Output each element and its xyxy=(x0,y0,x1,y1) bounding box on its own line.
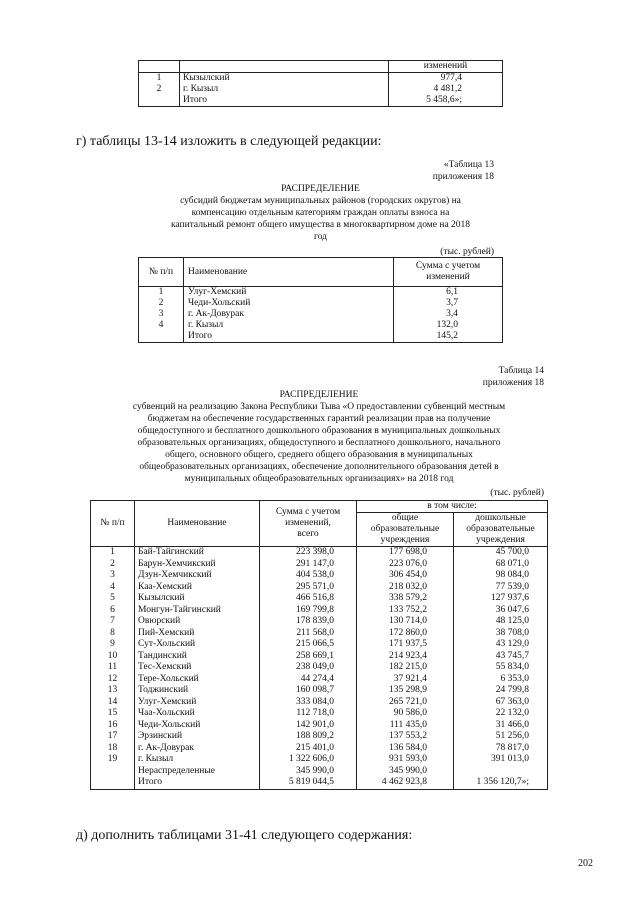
row-preschool: 98 084,0 xyxy=(454,570,548,582)
table13-subtitle-line: субсидий бюджетам муниципальных районов (городских округов) на xyxy=(180,196,461,206)
table-row xyxy=(139,331,503,343)
row-number: 7 xyxy=(91,616,135,628)
row-number xyxy=(91,766,135,778)
row-preschool: 43 745,7 xyxy=(454,651,548,663)
row-general: 172 860,0 xyxy=(357,628,454,640)
top-table-body xyxy=(139,73,503,107)
row-name: Нераспределенные xyxy=(135,766,260,778)
table13-subtitle-line: капитальный ремонт общего имущества в многоквартирном доме на 2018 xyxy=(170,220,471,230)
row-number xyxy=(139,331,184,343)
row-name: Итого xyxy=(180,95,389,107)
table-row xyxy=(91,582,548,594)
table14-subtitle-line: общедоступного и бесплатного дошкольного образования в муниципальных дошкольных xyxy=(137,426,501,436)
row-name: Чеди-Хольский xyxy=(135,720,260,732)
row-total: 188 809,2 xyxy=(260,731,357,743)
row-preschool: 1 356 120,7»; xyxy=(454,777,548,789)
section-g-heading: г) таблицы 13-14 изложить в следующей редакции: xyxy=(76,134,382,149)
row-total: 142 901,0 xyxy=(260,720,357,732)
row-number xyxy=(91,777,135,789)
row-preschool: 55 834,0 xyxy=(454,662,548,674)
row-general: 306 454,0 xyxy=(357,570,454,582)
row-preschool: 6 353,0 xyxy=(454,674,548,686)
table-row xyxy=(91,570,548,582)
row-name: г. Кызыл xyxy=(180,84,389,95)
row-preschool: 36 047,6 xyxy=(454,605,548,617)
row-general: 265 721,0 xyxy=(357,697,454,709)
table14-header-general xyxy=(357,513,454,547)
row-total: 333 084,0 xyxy=(260,697,357,709)
row-name: Кызылский xyxy=(180,73,389,85)
row-number: 1 xyxy=(139,73,180,85)
table14-caption-line1: Таблица 14 xyxy=(498,366,544,376)
row-general: 37 921,4 xyxy=(357,674,454,686)
table14-header-preschool-line3: учреждения xyxy=(476,535,525,545)
row-name: Итого xyxy=(135,777,260,789)
table13-units: (тыс. рублей) xyxy=(440,247,494,257)
row-preschool: 77 539,0 xyxy=(454,582,548,594)
table13-caption-line1: «Таблица 13 xyxy=(443,160,494,170)
table-row xyxy=(91,547,548,559)
table-row xyxy=(91,731,548,743)
row-general: 137 553,2 xyxy=(357,731,454,743)
row-number: 9 xyxy=(91,639,135,651)
table-row xyxy=(139,84,503,95)
row-name: Бай-Тайгинский xyxy=(135,547,260,559)
table-row xyxy=(139,298,503,309)
row-number: 15 xyxy=(91,708,135,720)
row-number: 4 xyxy=(139,320,184,331)
table-row xyxy=(91,662,548,674)
row-name: г. Ак-Довурак xyxy=(135,743,260,755)
row-name: Тоджинский xyxy=(135,685,260,697)
table-row xyxy=(91,766,548,778)
row-name: Тандинский xyxy=(135,651,260,663)
page-number: 202 xyxy=(578,858,593,869)
table-row xyxy=(91,697,548,709)
table13-header-sum-line1: Сумма с учетом xyxy=(415,261,481,271)
row-general: 182 215,0 xyxy=(357,662,454,674)
row-total: 466 516,8 xyxy=(260,593,357,605)
row-general: 214 923,4 xyxy=(357,651,454,663)
top-table-header-value: изменений xyxy=(389,61,503,73)
row-total: 238 049,0 xyxy=(260,662,357,674)
table14-subtitle-line: муниципальных общеобразовательных организациях» на 2018 год xyxy=(184,474,454,484)
row-preschool: 22 132,0 xyxy=(454,708,548,720)
row-preschool: 31 466,0 xyxy=(454,720,548,732)
row-value: 3,4 xyxy=(394,309,503,320)
row-value: 4 481,2 xyxy=(389,84,503,95)
row-name: Тес-Хемский xyxy=(135,662,260,674)
table13-header-name: Наименование xyxy=(184,258,394,287)
row-number: 1 xyxy=(139,287,184,299)
table-row xyxy=(139,309,503,320)
table14-subtitle-line: субвенций на реализацию Закона Республики Тыва «О предоставлении субвенций местным xyxy=(132,402,506,412)
table14-body xyxy=(91,547,548,790)
row-name: Чаа-Хольский xyxy=(135,708,260,720)
row-general: 133 752,2 xyxy=(357,605,454,617)
row-number: 11 xyxy=(91,662,135,674)
row-value: 6,1 xyxy=(394,287,503,299)
table13-title: РАСПРЕДЕЛЕНИЕ xyxy=(281,184,360,194)
row-number: 1 xyxy=(91,547,135,559)
table-row xyxy=(139,73,503,85)
row-total: 1 322 606,0 xyxy=(260,754,357,766)
table-row xyxy=(91,674,548,686)
table14-caption-line2: приложения 18 xyxy=(482,378,544,388)
section-d-heading: д) дополнить таблицами 31-41 следующего содержания: xyxy=(76,828,413,843)
table13-subtitle xyxy=(138,195,503,243)
row-total: 160 098,7 xyxy=(260,685,357,697)
row-name: Эрзинский xyxy=(135,731,260,743)
table-row xyxy=(91,559,548,571)
row-preschool: 68 071,0 xyxy=(454,559,548,571)
table14-header-sum xyxy=(260,501,357,547)
table-row xyxy=(91,720,548,732)
row-total: 5 819 044,5 xyxy=(260,777,357,789)
row-number: 5 xyxy=(91,593,135,605)
table14-header-sum-line1: Сумма с учетом xyxy=(275,507,341,517)
row-general: 4 462 923,8 xyxy=(357,777,454,789)
row-general: 90 586,0 xyxy=(357,708,454,720)
row-preschool: 45 700,0 xyxy=(454,547,548,559)
row-name: Чеди-Хольский xyxy=(184,298,394,309)
row-total: 345 990,0 xyxy=(260,766,357,778)
row-preschool: 38 708,0 xyxy=(454,628,548,640)
table-row xyxy=(91,754,548,766)
row-general: 338 579,2 xyxy=(357,593,454,605)
table13-subtitle-line: год xyxy=(314,232,327,242)
row-number: 8 xyxy=(91,628,135,640)
row-total: 169 799,8 xyxy=(260,605,357,617)
row-preschool: 391 013,0 xyxy=(454,754,548,766)
row-value: 145,2 xyxy=(394,331,503,343)
top-table-header-name xyxy=(180,61,389,73)
table13-caption-line2: приложения 18 xyxy=(432,172,494,182)
row-number xyxy=(139,95,180,107)
table14-header-preschool-line2: образовательные xyxy=(466,524,535,534)
row-preschool: 67 363,0 xyxy=(454,697,548,709)
row-number: 2 xyxy=(139,298,184,309)
row-value: 977,4 xyxy=(389,73,503,85)
table14-subtitle-line: бюджетам на обеспечение государственных гарантий реализации прав на получение xyxy=(147,414,491,424)
table14-subtitle xyxy=(90,401,548,485)
table-row xyxy=(91,708,548,720)
row-general: 136 584,0 xyxy=(357,743,454,755)
row-number: 14 xyxy=(91,697,135,709)
row-preschool: 51 256,0 xyxy=(454,731,548,743)
row-name: Пий-Хемский xyxy=(135,628,260,640)
row-total: 178 839,0 xyxy=(260,616,357,628)
table14-header-sum-line3: всего xyxy=(297,529,319,539)
table-row xyxy=(91,593,548,605)
row-general: 171 937,5 xyxy=(357,639,454,651)
row-preschool: 78 817,0 xyxy=(454,743,548,755)
table14-header-num: № п/п xyxy=(91,501,135,547)
row-number: 6 xyxy=(91,605,135,617)
table13-header-sum-line2: изменений xyxy=(426,272,470,282)
top-table xyxy=(138,60,503,107)
row-name: Улуг-Хемский xyxy=(184,287,394,299)
table-row xyxy=(91,743,548,755)
row-number: 2 xyxy=(91,559,135,571)
table14-header-preschool xyxy=(454,513,548,547)
table-row xyxy=(139,320,503,331)
row-name: Кызылский xyxy=(135,593,260,605)
row-name: г. Кызыл xyxy=(135,754,260,766)
table14-header-general-line2: образовательные xyxy=(370,524,440,534)
row-total: 215 401,0 xyxy=(260,743,357,755)
row-total: 258 669,1 xyxy=(260,651,357,663)
row-name: Каа-Хемский xyxy=(135,582,260,594)
table13-header-sum xyxy=(394,258,503,287)
row-name: Тере-Хольский xyxy=(135,674,260,686)
row-total: 223 398,0 xyxy=(260,547,357,559)
table14-subtitle-line: общего, основного общего, среднего общего образования в муниципальных xyxy=(165,450,473,460)
row-name: Барун-Хемчикский xyxy=(135,559,260,571)
row-number: 18 xyxy=(91,743,135,755)
row-name: Монгун-Тайгинский xyxy=(135,605,260,617)
table-row xyxy=(91,685,548,697)
row-preschool: 48 125,0 xyxy=(454,616,548,628)
row-total: 211 568,0 xyxy=(260,628,357,640)
row-general: 111 435,0 xyxy=(357,720,454,732)
row-general: 177 698,0 xyxy=(357,547,454,559)
row-name: Итого xyxy=(184,331,394,343)
row-general: 130 714,0 xyxy=(357,616,454,628)
table-row xyxy=(91,616,548,628)
table13 xyxy=(138,257,503,343)
row-number: 16 xyxy=(91,720,135,732)
table14 xyxy=(90,500,548,790)
row-number: 19 xyxy=(91,754,135,766)
row-number: 13 xyxy=(91,685,135,697)
table14-header-general-line3: учреждения xyxy=(380,535,430,545)
row-number: 3 xyxy=(91,570,135,582)
row-name: г. Кызыл xyxy=(184,320,394,331)
table14-header-including: в том числе: xyxy=(357,501,548,513)
row-number: 3 xyxy=(139,309,184,320)
row-name: Дзун-Хемчикский xyxy=(135,570,260,582)
row-general: 345 990,0 xyxy=(357,766,454,778)
row-number: 10 xyxy=(91,651,135,663)
row-value: 3,7 xyxy=(394,298,503,309)
row-total: 44 274,4 xyxy=(260,674,357,686)
row-name: Улуг-Хемский xyxy=(135,697,260,709)
table14-header-name: Наименование xyxy=(135,501,260,547)
row-number: 17 xyxy=(91,731,135,743)
row-preschool: 43 129,0 xyxy=(454,639,548,651)
row-number: 12 xyxy=(91,674,135,686)
row-total: 112 718,0 xyxy=(260,708,357,720)
row-name: г. Ак-Довурак xyxy=(184,309,394,320)
table13-header-num: № п/п xyxy=(139,258,184,287)
table14-title: РАСПРЕДЕЛЕНИЕ xyxy=(279,390,359,400)
table-row xyxy=(91,777,548,789)
row-name: Сут-Хольский xyxy=(135,639,260,651)
row-general: 223 076,0 xyxy=(357,559,454,571)
row-preschool: 24 799,8 xyxy=(454,685,548,697)
row-general: 931 593,0 xyxy=(357,754,454,766)
row-value: 5 458,6»; xyxy=(389,95,503,107)
table14-subtitle-line: общеобразовательных организациях, обеспечение дополнительного образования детей в xyxy=(139,462,499,472)
row-general: 218 032,0 xyxy=(357,582,454,594)
table-row xyxy=(139,287,503,299)
table13-subtitle-line: компенсацию отдельным категориям граждан оплаты взноса на xyxy=(191,208,450,218)
table-row xyxy=(139,95,503,107)
row-total: 215 066,5 xyxy=(260,639,357,651)
table-row xyxy=(91,628,548,640)
row-preschool: 127 937,6 xyxy=(454,593,548,605)
table-row xyxy=(91,639,548,651)
table13-body xyxy=(139,287,503,343)
table14-subtitle-line: образовательных организациях, общедоступного и бесплатного дошкольного, начального xyxy=(137,438,501,448)
row-number: 2 xyxy=(139,84,180,95)
table14-header-general-line1: общие xyxy=(391,513,419,523)
row-preschool xyxy=(454,766,548,778)
table14-header-preschool-line1: дошкольные xyxy=(475,513,526,523)
table-row xyxy=(91,651,548,663)
top-table-header-num xyxy=(139,61,180,73)
row-general: 135 298,9 xyxy=(357,685,454,697)
table14-units: (тыс. рублей) xyxy=(490,488,544,498)
row-total: 295 571,0 xyxy=(260,582,357,594)
row-name: Овюрский xyxy=(135,616,260,628)
row-total: 291 147,0 xyxy=(260,559,357,571)
row-number: 4 xyxy=(91,582,135,594)
table14-header-sum-line2: изменений, xyxy=(285,518,331,528)
row-value: 132,0 xyxy=(394,320,503,331)
row-total: 404 538,0 xyxy=(260,570,357,582)
table-row xyxy=(91,605,548,617)
